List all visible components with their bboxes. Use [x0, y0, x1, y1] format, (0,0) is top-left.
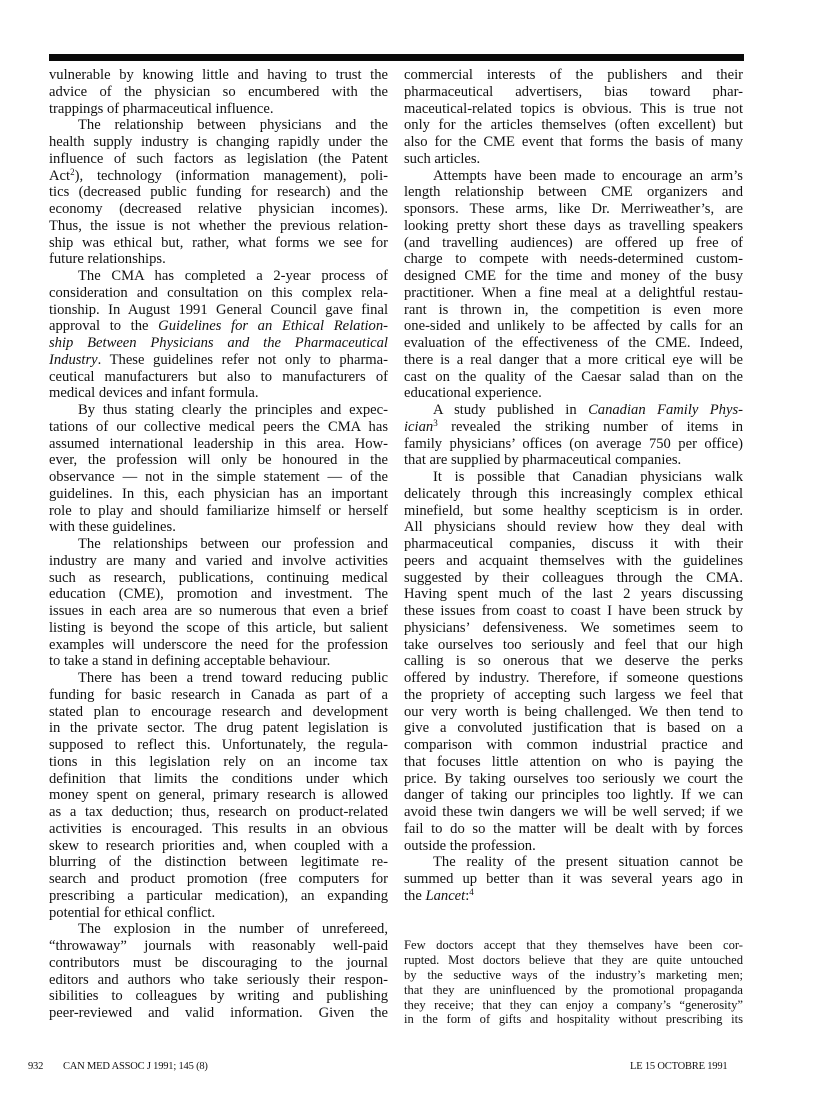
text-line: ician$^3$ revealed the striking number of items in [404, 417, 743, 435]
text-line: minefield, but some healthy scepticism is in order. [404, 502, 743, 519]
text-line: to take a stand in defining acceptable behaviour. [49, 653, 331, 670]
text-line: vulnerable by knowing little and having to trust the [49, 67, 388, 83]
text-line: observance — not in the simple statement — of the [49, 469, 388, 485]
text-line: educational experience. [404, 385, 542, 402]
text-line: industry are many and varied and involve activities [49, 552, 388, 569]
text-line: evaluation of the effectiveness of the CME. Indeed, [404, 335, 743, 351]
text-line: peers and acquaint themselves with the guidelines [404, 552, 743, 569]
text-line: cast on the quality of the Caesar salad than on the [404, 368, 743, 385]
text-line: search and product promotion (free computers for [49, 871, 388, 887]
text-line: give a convoluted justification that is based on a [404, 720, 743, 737]
text-line: commercial interests of the publishers and their [404, 67, 743, 83]
text-line: editors and authors who take seriously their respon- [49, 971, 388, 988]
issue-date: LE 15 OCTOBRE 1991 [630, 1061, 728, 1072]
text-line: (and travelling audiences) are offered up free of [404, 234, 743, 251]
text-line: peer-reviewed and valid information. Given the [49, 1005, 388, 1021]
text-line: contributors must be discouraging to the journal [49, 954, 388, 971]
text-line: issues in each area are so numerous that even a brief [49, 603, 388, 619]
text-line: also for the CME event that forms the basis of many [404, 134, 743, 150]
text-line: consideration and consultation on this complex rela- [49, 284, 388, 301]
text-line: by the seductive ways of the industry’s marketing men; [404, 967, 743, 982]
text-line: health supply industry is changing rapidly under the [49, 134, 388, 150]
text-line: Having spent much of the last 2 years discussing [404, 586, 743, 603]
text-line: summed up better than it was several years ago in [404, 871, 743, 887]
text-line: potential for ethical conflict. [49, 904, 216, 921]
text-line: By thus stating clearly the principles and expec- [78, 402, 388, 418]
text-line: The reality of the present situation cannot be [433, 854, 743, 871]
text-line: fail to do so the matter will be dealt with by forces [404, 820, 743, 837]
page-number: 932 [28, 1061, 44, 1072]
text-line: examples will underscore the need for the profession [49, 636, 388, 653]
text-line: take ourselves too seriously and feel that our high [404, 636, 743, 653]
text-line: the Lancet:$^4$ [404, 886, 474, 904]
text-line: The CMA has completed a 2-year process of [78, 268, 388, 284]
text-line: that are supplied by pharmaceutical companies. [404, 452, 682, 469]
text-line: trappings of pharmaceutical influence. [49, 100, 274, 117]
text-line: guidelines. In this, each physician has an important [49, 485, 388, 502]
text-line: money spent on general, primary research is allowed [49, 787, 388, 804]
text-line: influence of such factors as legislation (the Patent [49, 150, 388, 167]
text-line: prescribing a particular medication), an expanding [49, 887, 388, 904]
text-line: such as research, publications, continuing medical [49, 569, 388, 586]
text-line: Attempts have been made to encourage an arm’s [433, 167, 743, 184]
text-line: danger of taking our principles too lightly. If we can [404, 787, 743, 804]
text-line: one-sided and unlikely to be affected by calls for an [404, 318, 743, 335]
text-line: All physicians should review how they deal with [404, 519, 743, 536]
text-line: rant is thrown in, the competition is even more [404, 301, 743, 318]
text-line: pharmaceutical companies, discuss it with their [404, 536, 743, 552]
text-line: funding for basic research in Canada as part of a [49, 686, 388, 703]
text-line: these issues from coast to coast I have been struck by [404, 603, 743, 619]
text-line: A study published in Canadian Family Phys- [433, 402, 743, 418]
text-line: sibilities to colleagues by writing and publishing [49, 988, 388, 1005]
text-line: education (CME), promotion and investment. The [49, 586, 388, 603]
text-line: offered by industry. Therefore, if someone questions [404, 670, 743, 686]
text-line: “throwaway” journals with reasonably well-paid [49, 938, 388, 954]
text-line: supposed to reflect this. Unfortunately, the regula- [49, 737, 388, 753]
text-line: Industry. These guidelines refer not only to pharma- [49, 351, 388, 368]
text-line: in the form of gifts and hospitality without prescribing its [404, 1012, 743, 1027]
text-line: medical devices and infant formula. [49, 385, 259, 402]
text-line: in the private sector. The drug patent legislation is [49, 720, 388, 737]
text-line: tics (decreased public funding for research) and the [49, 184, 388, 201]
text-line: that focuses little attention on who is paying the [404, 753, 743, 770]
journal-citation: CAN MED ASSOC J 1991; 145 (8) [63, 1061, 208, 1072]
text-line: There has been a trend toward reducing public [78, 670, 388, 686]
text-line: Thus, the issue is not whether the previous relation- [49, 217, 388, 234]
lancet-quote-block [404, 938, 743, 1027]
text-line: pharmaceutical advertisers, bias toward phar- [404, 83, 743, 100]
text-line: listing is beyond the scope of this article, but salient [49, 619, 388, 636]
text-line: practitioner. When a fine meal at a delightful restau- [404, 284, 743, 301]
text-line: advice of the physician so encumbered with the [49, 83, 388, 100]
text-line: ever, the profession will only be honoured in the [49, 452, 388, 469]
text-line: price. By taking ourselves too seriously we court the [404, 770, 743, 787]
text-line: future relationships. [49, 251, 166, 268]
text-line: stated plan to encourage research and development [49, 703, 388, 720]
text-line: rupted. Most doctors believe that they are quite untouched [404, 952, 743, 967]
text-line: definition that limits the conditions under which [49, 770, 388, 787]
text-line: The explosion in the number of unrefereed, [78, 921, 388, 938]
text-line: approval to the Guidelines for an Ethical Relation- [49, 318, 389, 335]
text-line: there is a real danger that a more critical eye will be [404, 351, 743, 368]
text-line: with these guidelines. [49, 519, 176, 536]
text-line: as a tax deduction; thus, research on product-related [49, 804, 388, 820]
text-line: skew to research priorities and, when coupled with a [49, 837, 388, 854]
text-line: role to play and should familiarize himself or herself [49, 502, 388, 519]
left-column [49, 67, 388, 1022]
text-line: looking pretty short these days as travelling speakers [404, 217, 743, 234]
text-line: Act$^2$), technology (information management), poli- [49, 166, 388, 184]
text-line: blurring of the distinction between legitimate re- [49, 854, 388, 871]
text-line: The relationships between our profession and [78, 536, 388, 552]
header-rule [49, 54, 744, 61]
text-line: sponsors. These arms, like Dr. Merriweather’s, are [404, 201, 743, 217]
text-line: outside the profession. [404, 837, 536, 854]
text-line: physicians’ defensiveness. We sometimes seem to [404, 619, 743, 636]
text-line: such articles. [404, 150, 481, 167]
text-line: they receive; that they can enjoy a company’s “generosity” [404, 997, 743, 1012]
text-line: maceutical-related topics is obvious. This is true not [404, 100, 743, 117]
text-line: comparison with common industrial practice and [404, 737, 743, 753]
text-line: tations of our collective medical peers the CMA has [49, 418, 388, 435]
text-line: activities is encouraged. This results in an obvious [49, 820, 388, 837]
text-line: ship Between Physicians and the Pharmaceutical [49, 335, 388, 351]
text-line: tionship. In August 1991 General Council gave final [49, 301, 388, 318]
text-line: avoid these twin dangers we will be well served; if we [404, 804, 743, 820]
text-line: The relationship between physicians and the [78, 117, 388, 134]
text-line: It is possible that Canadian physicians walk [433, 469, 743, 485]
text-line: economy (decreased relative physician incomes). [49, 201, 388, 217]
text-line: suggested by their colleagues through the CMA. [404, 569, 743, 586]
text-line: Few doctors accept that they themselves have been cor- [404, 938, 743, 952]
right-column [404, 67, 743, 905]
text-line: calling is so onerous that we deserve the perks [404, 653, 743, 670]
text-line: family physicians’ offices (on average 750 per office) [404, 435, 743, 452]
text-line: charge to compete with needs-determined custom- [404, 251, 743, 268]
text-line: designed CME for the time and money of the busy [404, 268, 743, 284]
text-line: ship was ethical but, rather, what forms we see for [49, 234, 388, 251]
text-line: length relationship between CME organizers and [404, 184, 743, 201]
text-line: the propriety of accepting such largess we feel that [404, 686, 743, 703]
text-line: assumed international leadership in this area. How- [49, 435, 388, 452]
text-line: tions in this legislation rely on an income tax [49, 753, 388, 770]
text-line: delicately through this increasingly complex ethical [404, 485, 743, 502]
text-line: only for the articles themselves (often excellent) but [404, 117, 743, 134]
text-line: that they are uninfluenced by the promotional propaganda [404, 982, 743, 997]
text-line: our very worth is being challenged. We then tend to [404, 703, 743, 720]
text-line: ceutical manufacturers but also to manufacturers of [49, 368, 388, 385]
